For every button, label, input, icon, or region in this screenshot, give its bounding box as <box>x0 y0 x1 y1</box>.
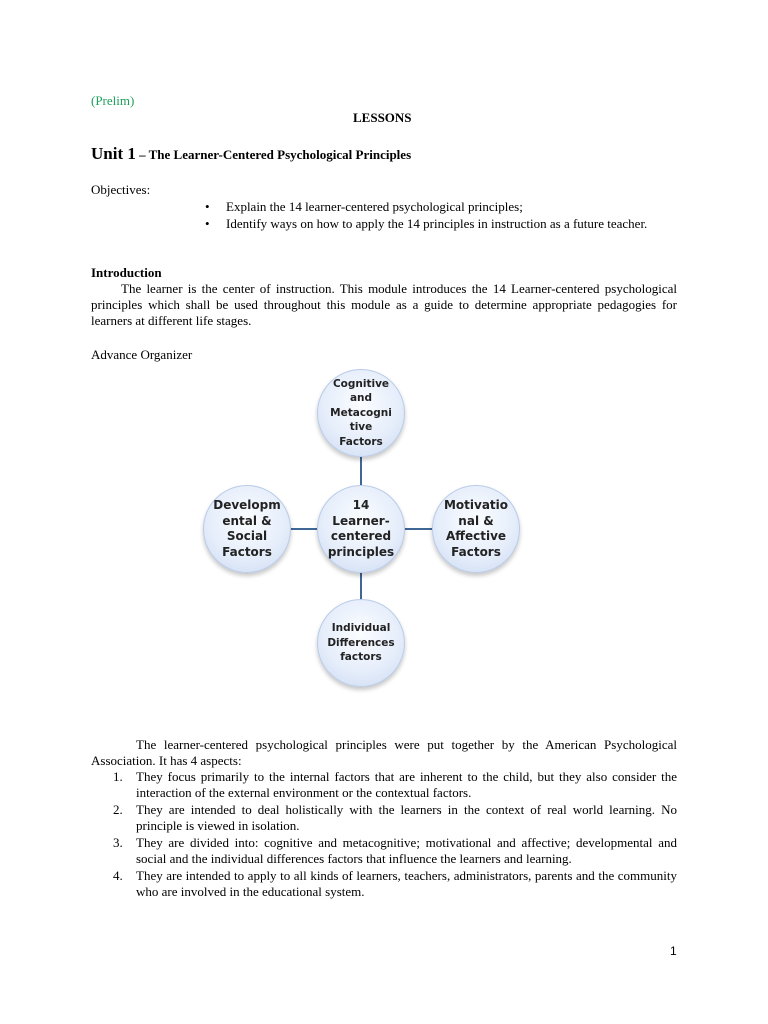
aspect-item <box>91 769 677 801</box>
node-individual-label: Individual Differences factors <box>327 622 395 664</box>
unit-title <box>91 144 411 165</box>
node-center-principles <box>317 485 405 573</box>
aspect-text: They are divided into: cognitive and metacognitive; motivational and affective; developmental and social and the individual differences factors that influence the learners and learning. <box>136 835 677 866</box>
objectives-list <box>205 198 647 232</box>
aspect-text: They are intended to apply to all kinds of learners, teachers, administrators, parents and the community who are involved in the educational system. <box>136 868 677 899</box>
aspects-intro: The learner-centered psychological principles were put together by the American Psychological Association. It has 4 aspects: <box>91 737 677 768</box>
aspect-number: 4. <box>113 868 123 883</box>
aspect-item <box>91 835 677 867</box>
aspect-text: They are intended to deal holistically with the learners in the context of real world learning. No principle is viewed in isolation. <box>136 802 677 833</box>
advance-organizer-label: Advance Organizer <box>91 347 193 362</box>
aspect-number: 1. <box>113 769 123 784</box>
page-number: 1 <box>670 944 677 958</box>
aspect-item <box>91 868 677 900</box>
node-motivational-affective <box>432 485 520 573</box>
unit-subtitle: – The Learner-Centered Psychological Principles <box>135 147 412 162</box>
objectives-label: Objectives: <box>91 182 151 197</box>
node-motivational-label: Motivatio nal & Affective Factors <box>443 498 509 559</box>
aspects-list <box>91 769 677 901</box>
unit-number: Unit 1 <box>91 144 136 163</box>
lessons-heading: LESSONS <box>353 110 412 125</box>
objective-item: • Identify ways on how to apply the 14 principles in instruction as a future teacher. <box>205 215 647 232</box>
node-developmental-label: Developm ental & Social Factors <box>213 498 281 559</box>
prelim-label: (Prelim) <box>91 93 135 108</box>
node-developmental-social <box>203 485 291 573</box>
node-center-label: 14 Learner- centered principles <box>327 498 395 559</box>
aspect-text: They focus primarily to the internal factors that are inherent to the child, but they also consider the interaction of the external environment or the contextual factors. <box>136 769 677 800</box>
introduction-paragraph: The learner is the center of instruction. This module introduces the 14 Learner-centered psychological principles which shall be used throughout this module as a guide to determine appropriate pedagogies for learners at different life stages. <box>91 281 677 328</box>
aspect-number: 3. <box>113 835 123 850</box>
node-individual-differences <box>317 599 405 687</box>
objective-item: • Explain the 14 learner-centered psychological principles; <box>205 198 647 215</box>
node-cognitive-metacognitive <box>317 369 405 457</box>
node-cognitive-label: Cognitive and Metacogni tive Factors <box>330 377 392 448</box>
introduction-heading: Introduction <box>91 265 162 280</box>
aspect-number: 2. <box>113 802 123 817</box>
aspect-item <box>91 802 677 834</box>
